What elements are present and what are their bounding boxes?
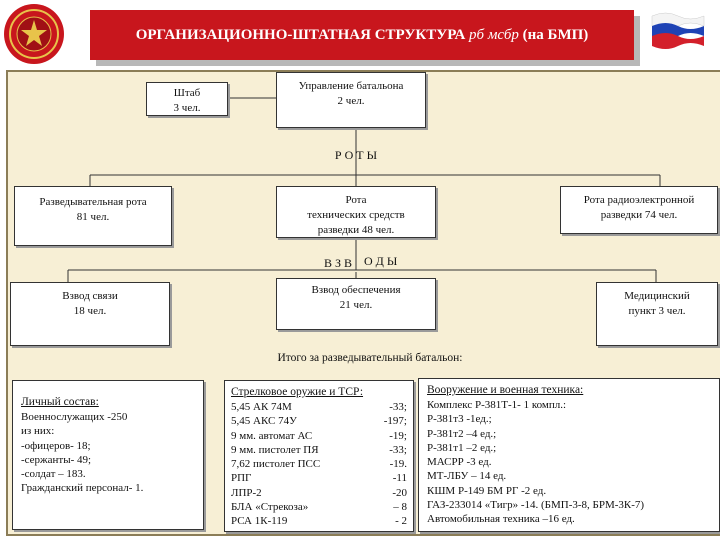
weapons-heading: Стрелковое оружие и ТСР:	[231, 386, 364, 398]
personnel-line: -сержанты- 49;	[21, 453, 92, 466]
support-platoon-name: Взвод обеспечения	[311, 284, 401, 296]
total-label: Итого за разведывательный батальон:	[277, 352, 463, 364]
recon-company-box	[14, 186, 172, 246]
vzvody-label-left: В З В	[323, 256, 352, 270]
recon-company-name: Разведывательная рота	[39, 196, 147, 208]
medical-count: пункт 3 чел.	[628, 304, 686, 317]
equipment-line: Р-381т2 –4 ед.;	[427, 427, 497, 440]
hq-count: 3 чел.	[173, 101, 201, 114]
personnel-line: -офицеров- 18;	[21, 439, 91, 452]
personnel-list	[21, 410, 195, 496]
weapons-box	[224, 380, 414, 532]
weapon-name: 9 мм. автомат АС	[231, 429, 313, 442]
weapon-name: БЛА «Стрекоза»	[231, 501, 309, 514]
signal-platoon-box	[10, 282, 170, 346]
weapon-row	[231, 457, 407, 471]
title-tail: (на БМП)	[522, 26, 589, 43]
radio-company-name: Рота радиоэлектронной	[583, 194, 695, 206]
weapon-qty: -11	[392, 472, 407, 485]
weapon-qty: -197;	[383, 415, 407, 428]
equipment-line: КШМ Р-149 БМ РГ -2 ед.	[427, 484, 547, 497]
equipment-line: МТ-ЛБУ – 14 ед.	[427, 470, 507, 483]
weapons-list	[231, 400, 407, 529]
personnel-box	[12, 380, 204, 530]
equipment-list	[427, 398, 711, 527]
equipment-line: Р-381т3 -1ед.;	[427, 413, 492, 426]
equipment-line: Р-381т1 –2 ед.;	[427, 441, 497, 454]
radio-company-count: разведки 74 чел.	[600, 208, 678, 221]
vzvody-label-right: О Д Ы	[364, 254, 398, 268]
weapon-name: ЛПР-2	[231, 486, 262, 499]
weapon-row	[231, 414, 407, 428]
weapon-row	[231, 400, 407, 414]
tech-company-name2: технических средств	[307, 208, 405, 221]
weapon-name: 5,45 АКС 74У	[231, 415, 297, 428]
tech-company-box	[276, 186, 436, 238]
equipment-line: Автомобильная техника –16 ед.	[427, 513, 575, 526]
personnel-line: -солдат – 183.	[21, 468, 86, 481]
weapon-qty: -19;	[389, 429, 407, 442]
weapon-name: 7,62 пистолет ПСС	[231, 458, 321, 471]
equipment-line: ГАЗ-233014 «Тигр» -14. (БМП-3-8, БРМ-3К-7)	[427, 499, 645, 512]
signal-platoon-count: 18 чел.	[73, 304, 107, 317]
hq-name: Штаб	[173, 87, 201, 99]
personnel-line: Гражданский персонал- 1.	[21, 482, 144, 495]
equipment-box	[418, 378, 720, 532]
weapon-name: РПГ	[231, 472, 252, 485]
title-main: ОРГАНИЗАЦИОННО-ШТАТНАЯ СТРУКТУРА	[135, 26, 466, 43]
radio-company-box	[560, 186, 718, 234]
tech-company-count: разведки 48 чел.	[317, 223, 395, 236]
command-count: 2 чел.	[337, 94, 365, 107]
recon-company-count: 81 чел.	[76, 210, 110, 223]
equipment-line: Комплекс Р-381Т-1- 1 компл.:	[427, 398, 567, 411]
medical-box	[596, 282, 718, 346]
weapon-qty: - 2	[395, 515, 407, 528]
personnel-heading: Личный состав:	[21, 396, 99, 408]
command-name: Управление батальона	[298, 80, 404, 92]
tech-company-name: Рота	[345, 194, 367, 206]
weapon-qty: -20	[392, 486, 407, 499]
equipment-heading: Вооружение и военная техника:	[427, 384, 584, 396]
weapon-row	[231, 500, 407, 514]
weapon-qty: – 8	[393, 501, 407, 514]
weapon-qty: -33;	[389, 443, 407, 456]
weapon-row	[231, 514, 407, 528]
hq-box	[146, 82, 228, 116]
personnel-line: из них:	[21, 425, 55, 438]
weapon-name: РСА 1К-119	[231, 515, 288, 528]
medical-name: Медицинский	[624, 290, 690, 302]
title-italic: рб мсбр	[469, 26, 519, 43]
weapon-row	[231, 486, 407, 500]
weapon-qty: -33;	[389, 400, 407, 413]
roty-label: Р О Т Ы	[334, 148, 378, 162]
weapon-name: 5,45 АК 74М	[231, 400, 292, 413]
personnel-line: Военнослужащих -250	[21, 410, 128, 423]
support-platoon-box	[276, 278, 436, 330]
weapon-row	[231, 429, 407, 443]
equipment-line: МАСРР -3 ед.	[427, 456, 492, 469]
weapon-row	[231, 443, 407, 457]
support-platoon-count: 21 чел.	[339, 298, 373, 311]
weapon-row	[231, 471, 407, 485]
weapon-name: 9 мм. пистолет ПЯ	[231, 443, 319, 456]
command-box	[276, 72, 426, 128]
weapon-qty: -19.	[389, 458, 407, 471]
signal-platoon-name: Взвод связи	[62, 290, 118, 302]
